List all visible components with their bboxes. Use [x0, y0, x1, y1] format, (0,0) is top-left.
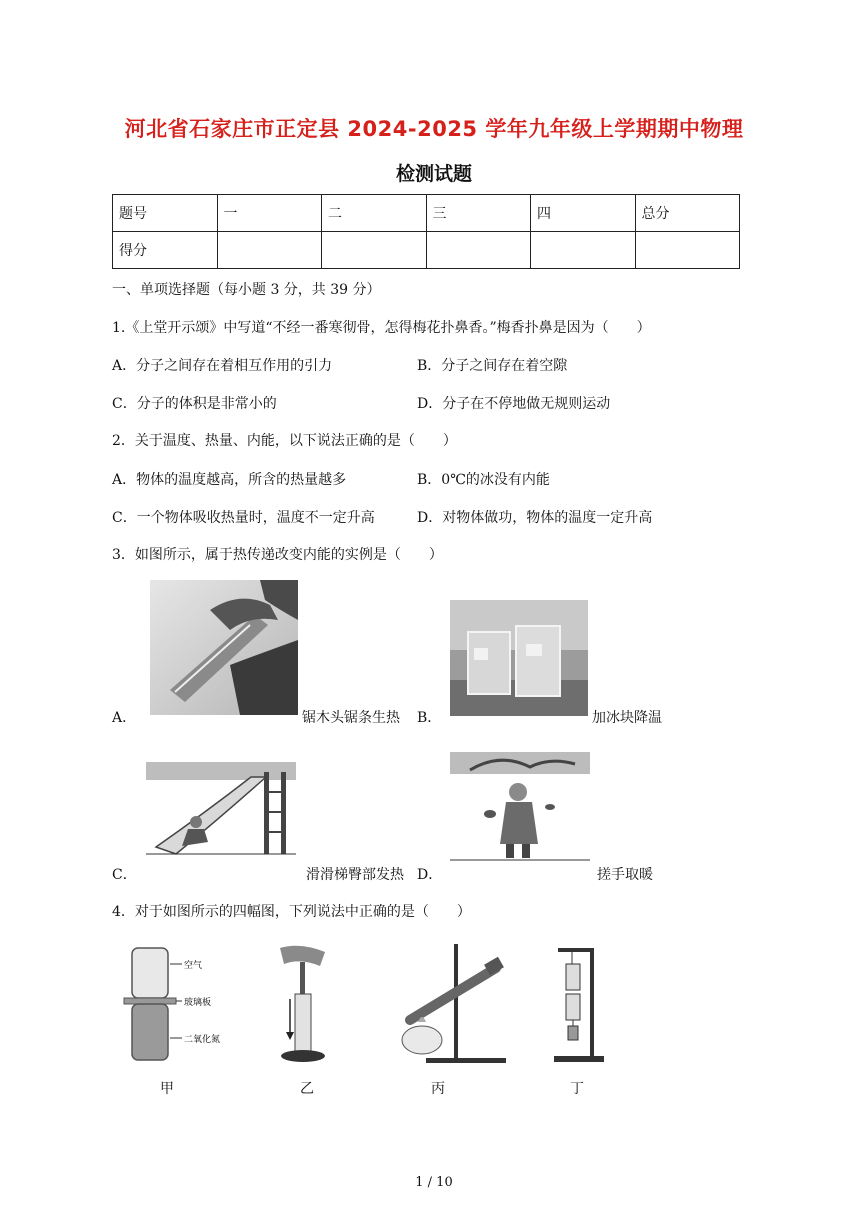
saw-photo	[150, 580, 298, 715]
score-cell	[635, 232, 740, 269]
q3-option-d-caption: 搓手取暖	[597, 867, 653, 883]
score-table-header-row	[113, 195, 740, 232]
fig-label-bing: 丙	[431, 1081, 445, 1097]
score-cell	[217, 232, 322, 269]
q1-option-c: C．分子的体积是非常小的	[112, 396, 277, 412]
q2-option-c: C．一个物体吸收热量时，温度不一定升高	[112, 510, 375, 526]
score-cell: 题号	[113, 195, 218, 232]
page-number: 1 / 10	[415, 1175, 453, 1190]
fig-jia-label-glass: 玻璃板	[184, 998, 212, 1008]
test-tube-heating-figure	[396, 940, 516, 1068]
q1-option-a: A．分子之间存在着相互作用的引力	[112, 358, 333, 374]
q2-option-b: B．0℃的冰没有内能	[417, 472, 550, 488]
fig-jia-label-air: 空气	[184, 961, 203, 971]
q3-option-a-letter: A．	[112, 710, 137, 726]
fig-label-yi: 乙	[300, 1081, 314, 1097]
q1-option-b: B．分子之间存在着空隙	[417, 358, 568, 374]
q3-option-a-caption: 锯木头锯条生热	[302, 710, 400, 726]
gas-diffusion-figure	[120, 940, 240, 1068]
fig-label-ding: 丁	[570, 1081, 584, 1097]
lead-cylinders-figure	[548, 942, 608, 1066]
section-heading: 一、单项选择题（每小题 3 分，共 39 分）	[112, 282, 381, 298]
exam-title-line1: 河北省石家庄市正定县 2024-2025 学年九年级上学期期中物理	[124, 117, 744, 141]
q3-stem: 3．如图所示，属于热传递改变内能的实例是（ ）	[112, 547, 443, 563]
fig-jia-label-no2: 二氧化氮	[184, 1035, 221, 1045]
q2-option-d: D．对物体做功，物体的温度一定升高	[417, 510, 653, 526]
q3-option-b-caption: 加冰块降温	[592, 710, 662, 726]
score-table	[112, 194, 740, 269]
q3-option-b-letter: B．	[417, 710, 442, 726]
score-cell	[531, 232, 636, 269]
exam-title-line2: 检测试题	[395, 163, 472, 185]
fig-label-jia: 甲	[160, 1081, 174, 1097]
q3-option-c-caption: 滑滑梯臀部发热	[306, 867, 404, 883]
score-cell	[322, 232, 427, 269]
ice-glass-photo	[450, 600, 588, 716]
score-cell: 总分	[635, 195, 740, 232]
q1-stem: 1.《上堂开示颂》中写道“不经一番寒彻骨，怎得梅花扑鼻香。”梅香扑鼻是因为（ ）	[112, 320, 651, 336]
score-table-score-row	[113, 232, 740, 269]
score-cell: 二	[322, 195, 427, 232]
q1-option-d: D．分子在不停地做无规则运动	[417, 396, 611, 412]
slide-illustration	[146, 762, 296, 862]
rubbing-hands-illustration	[450, 752, 590, 864]
score-cell: 三	[426, 195, 531, 232]
score-cell: 得分	[113, 232, 218, 269]
score-cell	[426, 232, 531, 269]
compression-tube-figure	[270, 944, 340, 1068]
score-cell: 四	[531, 195, 636, 232]
q2-stem: 2．关于温度、热量、内能，以下说法正确的是（ ）	[112, 433, 457, 449]
q2-option-a: A．物体的温度越高，所含的热量越多	[112, 472, 347, 488]
q3-option-c-letter: C．	[112, 867, 137, 883]
q3-option-d-letter: D．	[417, 867, 443, 883]
score-cell: 一	[217, 195, 322, 232]
q4-stem: 4．对于如图所示的四幅图，下列说法中正确的是（ ）	[112, 904, 471, 920]
